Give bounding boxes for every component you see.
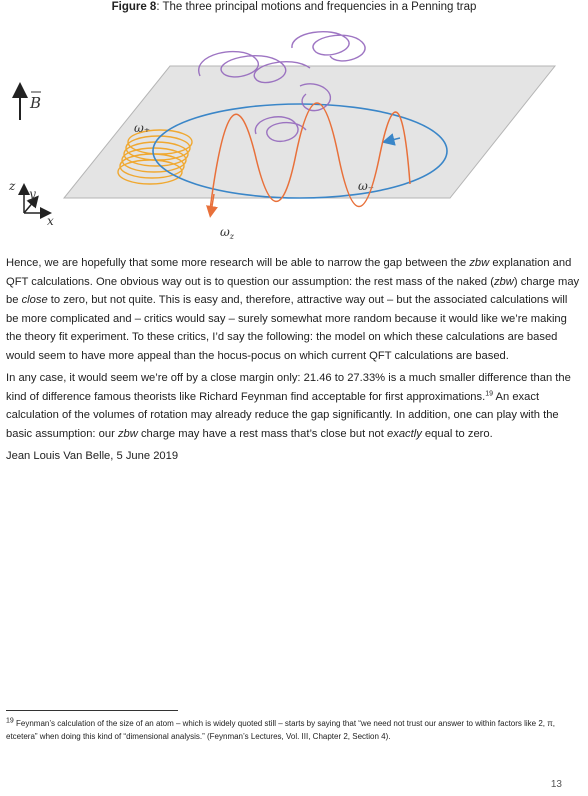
axis-y-arrow bbox=[24, 200, 35, 213]
omega-z-label: $\omega_z$ bbox=[220, 225, 235, 241]
axis-z-label: z bbox=[9, 179, 16, 193]
figure-caption-text: : The three principal motions and frequencies in a Penning trap bbox=[156, 1, 477, 13]
omega-minus-label: ω₋ bbox=[358, 179, 375, 193]
b-field-label: B bbox=[30, 94, 42, 112]
signature: Jean Louis Van Belle, 5 June 2019 bbox=[6, 450, 179, 462]
footnote-number: 19 bbox=[6, 717, 14, 725]
footnote-divider bbox=[6, 710, 178, 711]
omega-plus-label: ω₊ bbox=[134, 121, 151, 135]
footnote bbox=[6, 717, 576, 743]
penning-trap-figure bbox=[0, 14, 588, 250]
axis-y-label: y bbox=[29, 187, 36, 201]
paragraph-1: Hence, we are hopefully that some more research will be able to narrow the gap between the zbw explanation and QFT calculations. One obvious way out is to question our assumption: the rest mass of the naked (zbw) charge may be close to zero, but not quite. This is easy and, therefore, attractive way out – but the associated calculations will be more complicated and – critics would say – surely somewhat more random because it would like we’re making the theory fit experiment. To these critics, I’d say the following: the model on which these calculations are based would seem to have more appeal than the hocus-pocus on which current QFT calculations are based. bbox=[6, 257, 580, 362]
footnote-text: Feynman’s calculation of the size of an atom – which is widely quoted still – starts by saying that “we need not trust our answer to within factors like 2, π, etcetera” when doing this kind of “dimensional analysis.” (Feynman’s Lectures, Vol. III, Chapter 2, Section 4). bbox=[6, 719, 555, 741]
page-number: 13 bbox=[550, 779, 562, 790]
figure-caption bbox=[0, 0, 588, 14]
body-text bbox=[6, 254, 580, 470]
paragraph-2: In any case, it would seem we’re off by a close margin only: 21.46 to 27.33% is a much smaller difference than the kind of difference famous theorists like Richard Feynman find acceptable for first approximations.$^{19}$ An exact calculation of the volumes of rotation may already reduce the gap significantly. In addition, one can play with the basic assumption: our zbw charge may have a rest mass that’s close but not exactly equal to zero. bbox=[6, 372, 571, 440]
footnote-reference[interactable]: 19 bbox=[485, 389, 494, 397]
figure-caption-label: Figure 8 bbox=[111, 1, 157, 13]
axis-x-label: x bbox=[47, 214, 54, 228]
